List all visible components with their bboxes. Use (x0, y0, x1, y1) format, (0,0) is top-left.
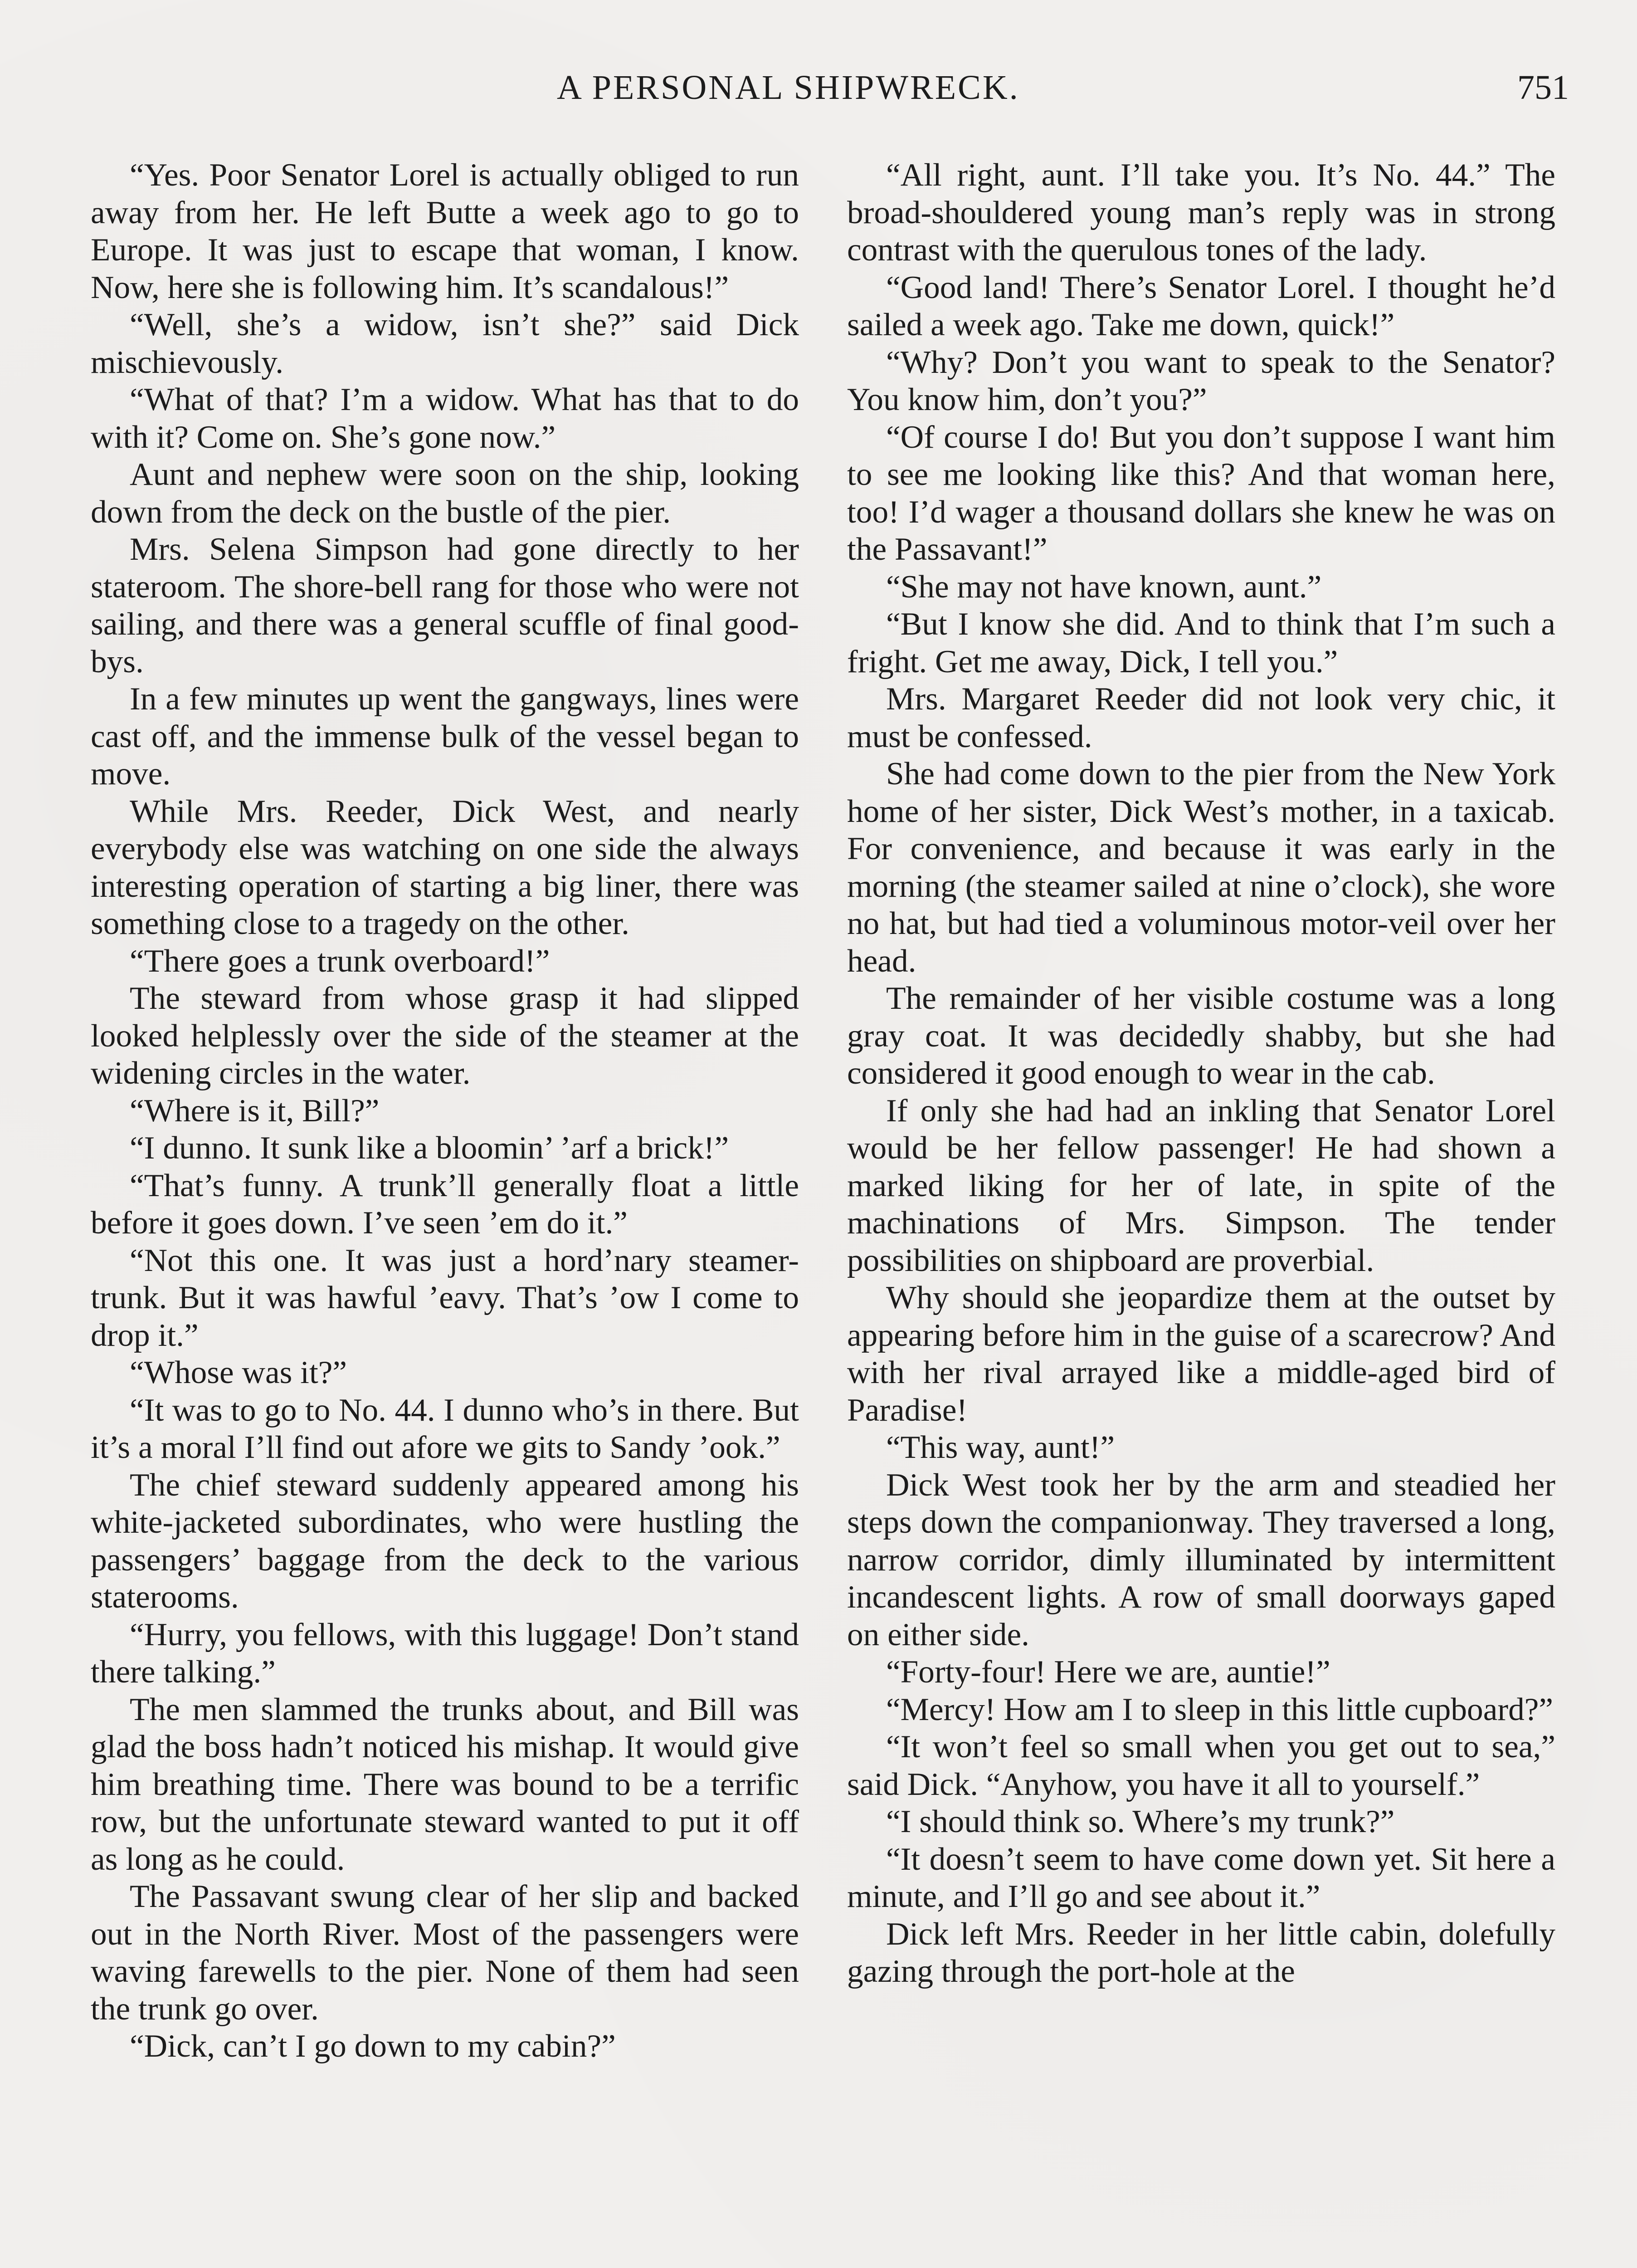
paragraph: Mrs. Selena Simpson had gone directly to her stateroom. The shore-bell rang for those who were not sailing, and there was a general scuffle of final good-bys. (91, 531, 799, 679)
left-text-column (91, 156, 799, 2065)
paragraph: “Yes. Poor Senator Lorel is actually obliged to run away from her. He left Butte a week ago to go to Europe. It was just to escape that woman, I know. Now, here she is following him. It’s scandalous!” (91, 157, 799, 305)
paragraph: The chief steward suddenly appeared among his white-jacketed subordinates, who were hustling the passengers’ baggage from the deck to the various staterooms. (91, 1466, 799, 1615)
paragraph: “Mercy! How am I to sleep in this little cupboard?” (886, 1691, 1554, 1727)
paragraph: Dick West took her by the arm and steadied her steps down the companionway. They traversed a long, narrow corridor, dimly illuminated by intermittent incandescent lights. A row of small doorways gaped on either side. (847, 1466, 1555, 1652)
paragraph: She had come down to the pier from the New York home of her sister, Dick West’s mother, in a taxicab. For convenience, and because it was early in the morning (the steamer sailed at nine o’clock), she wore no hat, but had tied a voluminous motor-veil over her head. (847, 756, 1555, 979)
paragraph: “Well, she’s a widow, isn’t she?” said Dick mischievously. (91, 307, 799, 380)
paragraph: If only she had had an inkling that Senator Lorel would be her fellow passenger! He had shown a marked liking for her of late, in spite of the machinations of Mrs. Simpson. The tender possibilities on shipboard are proverbial. (847, 1092, 1555, 1278)
paragraph: “I should think so. Where’s my trunk?” (886, 1804, 1395, 1839)
paragraph: The men slammed the trunks about, and Bill was glad the boss hadn’t noticed his mishap. It would give him breathing time. There was bound to be a terrific row, but the unfortunate steward wanted to put it off as long as he could. (91, 1691, 799, 1877)
paragraph: “What of that? I’m a widow. What has that to do with it? Come on. She’s gone now.” (91, 381, 799, 455)
paragraph: Dick left Mrs. Reeder in her little cabin, dolefully gazing through the port-hole at the (847, 1916, 1555, 1989)
paragraph: “It was to go to No. 44. I dunno who’s in there. But it’s a moral I’ll find out afore we gits to Sandy ’ook.” (91, 1392, 799, 1465)
paragraph: “Of course I do! But you don’t suppose I want him to see me looking like this? And that woman here, too! I’d wager a thousand dollars she knew he was on the Passavant!” (847, 419, 1555, 567)
running-head-title: A PERSONAL SHIPWRECK. (557, 68, 1020, 107)
paragraph: “Whose was it?” (130, 1354, 347, 1390)
page-number: 751 (1517, 68, 1569, 107)
paragraph: “Dick, can’t I go down to my cabin?” (130, 2028, 616, 2064)
paragraph: “I dunno. It sunk like a bloomin’ ’arf a brick!” (130, 1130, 729, 1166)
paragraph: “She may not have known, aunt.” (886, 568, 1322, 605)
paragraph: “Forty-four! Here we are, auntie!” (886, 1654, 1330, 1690)
paragraph: “But I know she did. And to think that I’m such a fright. Get me away, Dick, I tell you.” (847, 606, 1555, 679)
paragraph: In a few minutes up went the gangways, lines were cast off, and the immense bulk of the vessel began to move. (91, 681, 799, 792)
paragraph: The Passavant swung clear of her slip and backed out in the North River. Most of the passengers were waving farewells to the pier. None of them had seen the trunk go over. (91, 1878, 799, 2027)
paragraph: “Good land! There’s Senator Lorel. I thought he’d sailed a week ago. Take me down, quick!” (847, 269, 1555, 342)
paragraph: “It won’t feel so small when you get out to sea,” said Dick. “Anyhow, you have it all to yourself.” (847, 1729, 1555, 1802)
paragraph: Mrs. Margaret Reeder did not look very chic, it must be confessed. (847, 681, 1555, 754)
paragraph: “It doesn’t seem to have come down yet. Sit here a minute, and I’ll go and see about it.” (847, 1841, 1555, 1914)
right-text-column (847, 156, 1555, 1990)
paragraph: The remainder of her visible costume was a long gray coat. It was decidedly shabby, but she had considered it good enough to wear in the cab. (847, 980, 1555, 1091)
paragraph: Why should she jeopardize them at the outset by appearing before him in the guise of a scarecrow? And with her rival arrayed like a middle-aged bird of Paradise! (847, 1280, 1555, 1428)
paragraph: “Not this one. It was just a hord’nary steamer-trunk. But it was hawful ’eavy. That’s ’ow I come to drop it.” (91, 1242, 799, 1353)
paragraph: “There goes a trunk overboard!” (130, 943, 550, 979)
paragraph: “This way, aunt!” (886, 1429, 1115, 1465)
paragraph: “That’s funny. A trunk’ll generally float a little before it goes down. I’ve seen ’em do it.” (91, 1167, 799, 1241)
paragraph: While Mrs. Reeder, Dick West, and nearly everybody else was watching on one side the always interesting operation of starting a big liner, there was something close to a tragedy on the other. (91, 793, 799, 941)
paragraph: Aunt and nephew were soon on the ship, looking down from the deck on the bustle of the pier. (91, 456, 799, 530)
paragraph: “Why? Don’t you want to speak to the Senator? You know him, don’t you?” (847, 344, 1555, 417)
paragraph: The steward from whose grasp it had slipped looked helplessly over the side of the steamer at the widening circles in the water. (91, 980, 799, 1091)
paragraph: “Hurry, you fellows, with this luggage! Don’t stand there talking.” (91, 1616, 799, 1690)
paragraph: “Where is it, Bill?” (130, 1092, 380, 1129)
paragraph: “All right, aunt. I’ll take you. It’s No. 44.” The broad-shouldered young man’s reply was in strong contrast with the querulous tones of the lady. (847, 157, 1555, 268)
